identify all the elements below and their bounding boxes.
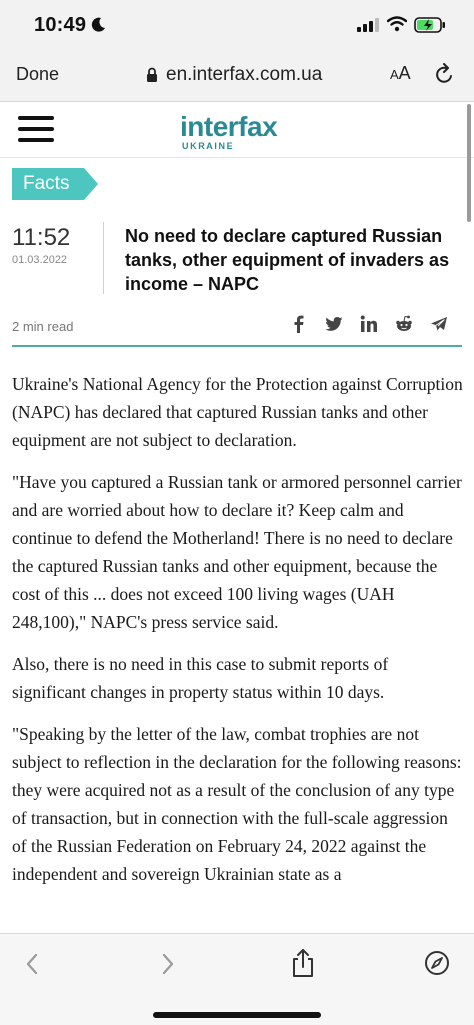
publish-date: 01.03.2022 xyxy=(12,254,68,266)
facebook-icon[interactable] xyxy=(290,315,308,333)
browser-top-bar xyxy=(0,54,474,102)
url-text: en.interfax.com.ua xyxy=(166,64,323,85)
article-paragraph: Also, there is no need in this case to submit reports of significant changes in property status within 10 days. xyxy=(12,654,389,702)
twitter-icon[interactable] xyxy=(325,315,343,333)
share-icon[interactable] xyxy=(290,948,316,978)
reddit-icon[interactable] xyxy=(395,315,413,333)
article-headline: No need to declare captured Russian tanks, other equipment of invaders as income – NAPC xyxy=(125,226,450,294)
linkedin-icon[interactable] xyxy=(360,315,378,333)
lock-icon xyxy=(146,67,158,83)
battery-charging-icon xyxy=(414,17,446,33)
read-time: 2 min read xyxy=(12,319,74,334)
home-indicator xyxy=(153,1012,321,1018)
article-body xyxy=(12,370,464,902)
publish-time: 11:52 xyxy=(12,224,71,251)
text-size-small-a: A xyxy=(390,67,399,82)
back-icon[interactable] xyxy=(24,952,40,976)
moon-icon xyxy=(90,17,106,33)
signal-icon xyxy=(357,18,379,32)
article-paragraph: Ukraine's National Agency for the Protection against Corruption (NAPC) has declared that captured Russian tanks and other equipment are not subject to declaration. xyxy=(12,374,463,450)
category-label: Facts xyxy=(23,173,70,194)
reload-icon[interactable] xyxy=(435,63,455,85)
telegram-icon[interactable] xyxy=(430,315,448,333)
site-logo[interactable] xyxy=(178,105,298,155)
status-bar xyxy=(0,0,474,54)
status-time: 10:49 xyxy=(34,14,87,36)
share-row xyxy=(290,312,448,336)
compass-icon[interactable] xyxy=(424,950,450,976)
header-divider xyxy=(12,345,462,347)
address-bar[interactable] xyxy=(146,63,322,87)
article-paragraph: "Speaking by the letter of the law, combat trophies are not subject to reflection in the declaration for the following reasons: they were acquired not as a result of the conclusion of any type of transaction, but in connection with the full-scale aggression of the Russian Federation on February 24, 2022 against the independent and sovereign Ukrainian state as a xyxy=(12,724,462,884)
wifi-icon xyxy=(387,16,407,32)
done-button[interactable]: Done xyxy=(16,64,60,84)
logo-wordmark: interfax xyxy=(180,111,278,142)
forward-icon[interactable] xyxy=(160,952,176,976)
scrollbar[interactable] xyxy=(467,104,471,222)
menu-icon[interactable] xyxy=(18,116,54,144)
site-header xyxy=(0,102,474,158)
text-size-button[interactable] xyxy=(390,63,411,84)
logo-subtitle: UKRAINE xyxy=(182,141,235,151)
divider-vertical xyxy=(103,222,104,294)
text-size-large-a: A xyxy=(398,63,411,83)
browser-bottom-bar xyxy=(0,933,474,1025)
article-paragraph: "Have you captured a Russian tank or armored personnel carrier and are worried about how to declare it? Keep calm and continue to defend the Motherland! There is no need to declare the captured Russian tanks and other equipment, because the cost of this ... does not exceed 100 living wages (UAH 248,100)," NAPC's press service said. xyxy=(12,472,462,632)
